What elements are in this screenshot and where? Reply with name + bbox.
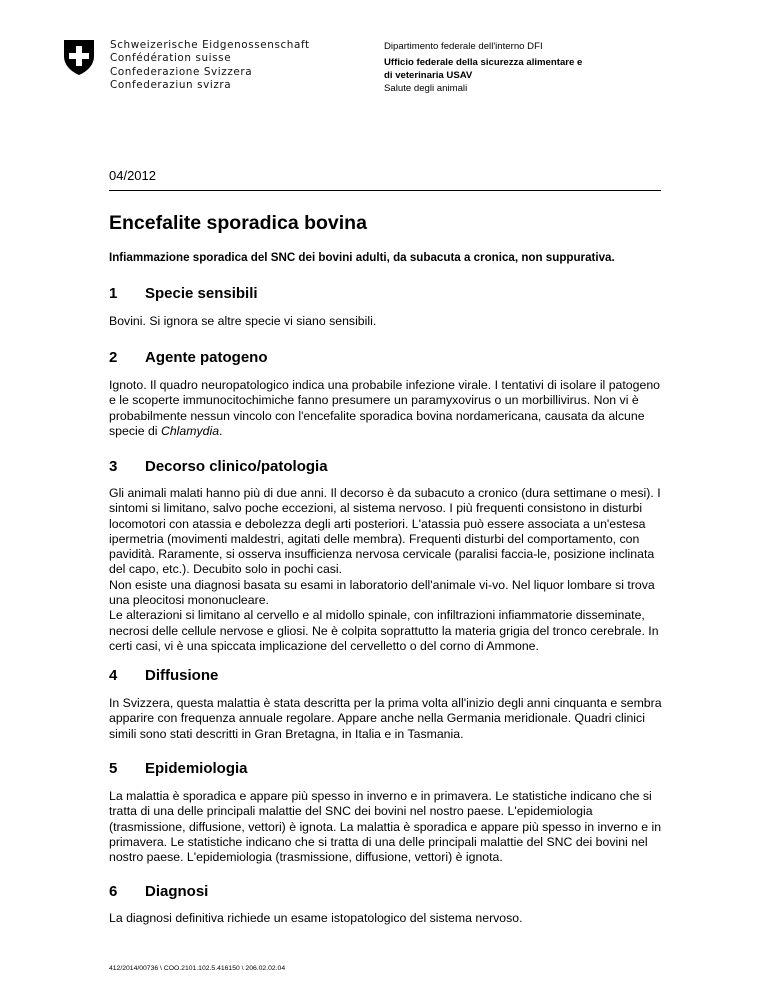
section-4-body [109,696,694,742]
section-3-line: Gli animali malati hanno più di due anni. Il decorso è da subacuto a cronico (dura settimane o mesi). I [109,486,661,500]
section-6-line: La diagnosi definitiva richiede un esame istopatologico del sistema nervoso. [109,911,523,925]
section-5-body [109,789,694,865]
section-3-line: Non esiste una diagnosi basata su esami in laboratorio dell'animale vi-vo. Nel liquor lombare si trova [109,577,655,592]
section-3-line: necrosi delle cellule nervose e gliosi. Ne è colpita soprattutto la materia grigia del tronco cerebrale. In [109,623,659,638]
section-2-body [109,378,694,439]
section-3-line: locomotori con atassia e debolezza degli arti posteriori. L'atassia può essere associata a un'estesa [109,516,646,531]
section-5-number: 5 [109,760,118,777]
section-3-title: Decorso clinico/patologia [145,458,328,475]
confederation-names [110,39,310,93]
section-3-line: pavidità. Raramente, si osserva insufficienza nervosa cervicale (paralisi faccia-le, posizione inclinata [109,547,655,562]
section-2-last-prefix: specie di [109,423,161,438]
section-4-number: 4 [109,667,118,684]
document-reference-footer: 412/2014/00736 \ COO.2101.102.5.416150 \ 206.02.02.04 [109,965,286,972]
section-5-line: nostro paese. L'epidemiologia (trasmissione, diffusione, vettori) è ignota. [109,850,503,865]
section-6-body [109,911,694,926]
section-2-title: Agente patogeno [145,349,268,366]
section-5-line: La malattia è sporadica e appare più spesso in inverno e in primavera. Le statistiche indicano che si [109,789,652,803]
department-name: Dipartimento federale dell'interno DFI [384,41,543,52]
document-subtitle: Infiammazione sporadica del SNC dei bovini adulti, da subacuta a cronica, non suppurativa. [109,251,615,264]
section-4-line: simili sono stati descritti in Gran Bretagna, in Italia e in Tasmania. [109,726,464,741]
section-3-line: certi casi, vi è una spiccata implicazione del cervelletto o del corno di Ammone. [109,638,539,653]
section-4-line: In Svizzera, questa malattia è stata descritta per la prima volta all'inizio degli anni cinquanta e sembra [109,696,662,710]
office-name-line1: Ufficio federale della sicurezza alimentare e [384,57,583,68]
section-5-line: (trasmissione, diffusione, vettori) è ignota. La malattia è sporadica e appare più spesso in inverno e in [109,819,662,834]
confederation-name-rm: Confederaziun svizra [110,79,232,92]
swiss-coat-of-arms-icon [62,38,96,76]
section-1-line: Bovini. Si ignora se altre specie vi siano sensibili. [109,314,377,328]
confederation-name-fr: Confédération suisse [110,52,232,65]
section-1-number: 1 [109,285,118,302]
section-6-number: 6 [109,883,118,900]
section-1-body [109,314,694,329]
section-3-line: ipermetria (movimenti maldestri, agitati delle membra). Frequenti disturbi del comportamento, con [109,531,640,546]
section-2-number: 2 [109,349,118,366]
section-1-title: Specie sensibili [145,285,258,302]
section-5-line: tratta di una delle principali malattie del SNC dei bovini nel nostro paese. L'epidemiologia [109,804,593,819]
section-3-body [109,486,694,654]
confederation-name-it: Confederazione Svizzera [110,65,253,78]
department-block [384,40,644,95]
section-3-number: 3 [109,458,118,475]
section-2-genus-italic: Chlamydia [160,423,220,438]
section-2-last-suffix: . [219,423,223,438]
section-3-line: una pleocitosi mononucleare. [109,593,269,608]
section-4-line: apparire con frequenza annuale regolare. Appare anche nella Germania meridionale. Quadri clinici [109,711,645,726]
section-5-title: Epidemiologia [145,760,248,777]
section-5-line: primavera. Le statistiche indicano che si tratta di una delle principali malattie del SNC dei bovini nel [109,834,648,849]
section-6-title: Diagnosi [145,883,209,900]
office-name-line2: di veterinaria USAV [384,70,473,81]
section-2-line: Ignoto. Il quadro neuropatologico indica una probabile infezione virale. I tentativi di isolare il patogeno [109,378,660,392]
unit-name: Salute degli animali [384,83,468,94]
header-divider [109,190,661,191]
document-title: Encefalite sporadica bovina [109,212,367,234]
document-date: 04/2012 [109,168,156,183]
section-3-line: del capo, etc.). Decubito solo in pochi casi. [109,562,343,577]
section-4-title: Diffusione [145,667,219,684]
section-2-line-last [109,424,694,439]
section-2-line: probabilmente nessun vincolo con l'encefalite sporadica bovina nordamericana, causata da alcune [109,408,645,423]
confederation-name-de: Schweizerische Eidgenossenschaft [110,39,310,51]
section-3-line: sintomi si limitano, salvo poche eccezioni, al sistema nervoso. I più frequenti consistono in disturbi [109,501,643,516]
section-2-line: e le scoperte immunocitochimiche fanno presumere un paramyxovirus o un morbillivirus. Non vi è [109,393,639,408]
section-3-line: Le alterazioni si limitano al cervello e al midollo spinale, con infiltrazioni infiammatorie disseminate, [109,608,645,623]
